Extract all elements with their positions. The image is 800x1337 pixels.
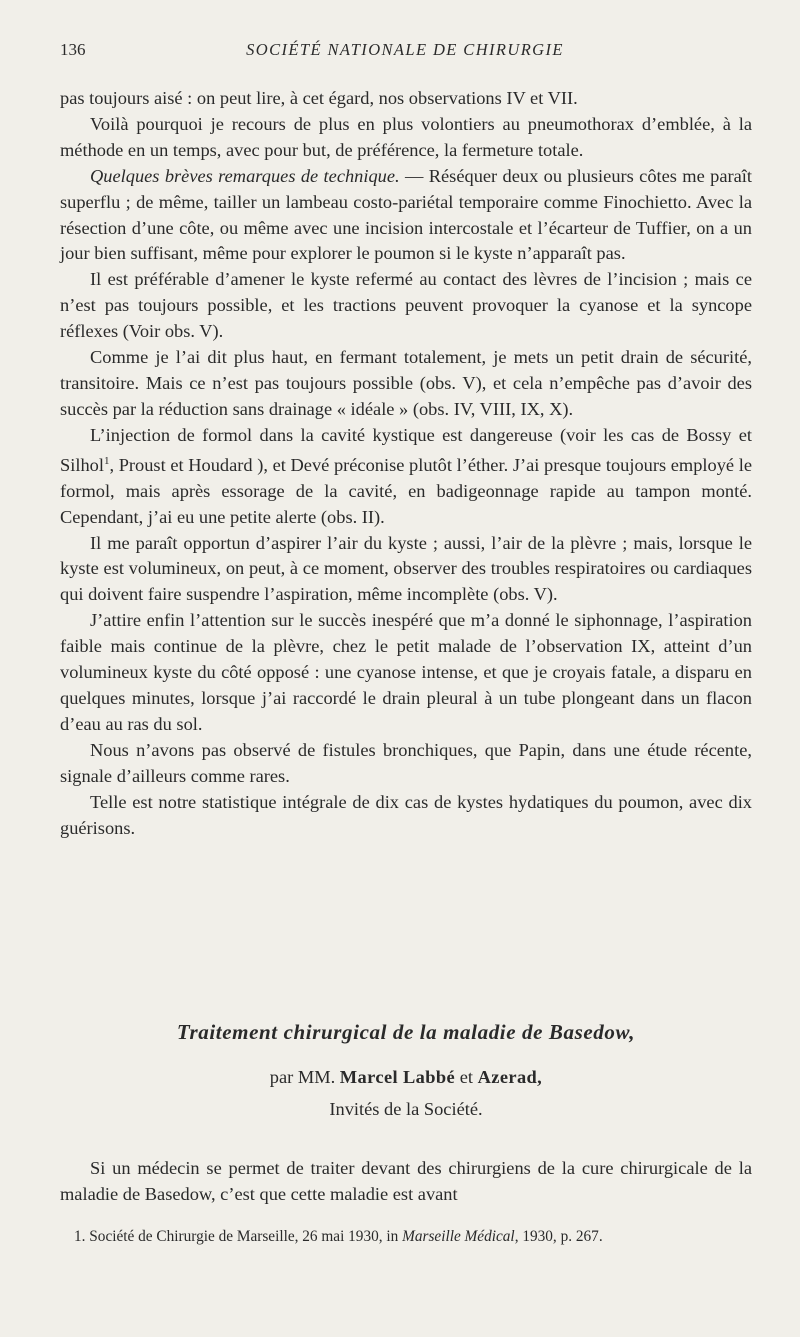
paragraph-2: Voilà pourquoi je recours de plus en plus volontiers au pneumothorax d’emblée, à la méthode en un temps, avec pour but, de préférence, la fermeture totale.	[60, 113, 752, 160]
paragraph-5: Comme je l’ai dit plus haut, en fermant totalement, je mets un petit drain de sécurité, transitoire. Mais ce n’est pas toujours possible (obs. V), et cela n’empêche pas d’avoir des succès par la réduction sans drainage « idéale » (obs. IV, VIII, IX, X).	[60, 347, 752, 419]
footnote-marker[interactable]: 1	[103, 454, 110, 467]
article-title: Traitement chirurgical de la maladie de Basedow,	[176, 1020, 636, 1044]
paragraph-4: Il est préférable d’amener le kyste refermé au contact des lèvres de l’incision ; mais ce n’est pas toujours possible, et les tractions peuvent provoquer la cyanose et la syncope réflexes (Voir obs. V).	[60, 269, 752, 342]
author-1: Marcel Labbé	[339, 1067, 456, 1087]
paragraph-6	[60, 423, 752, 531]
article-paragraph-1: Si un médecin se permet de traiter devant des chirurgiens de la cure chirurgicale de la maladie de Basedow, c’est que cette maladie est avant	[60, 1158, 752, 1204]
paragraph-7: Il me paraît opportun d’aspirer l’air du kyste ; aussi, l’air de la plèvre ; mais, lorsque le kyste est volumineux, on peut, à ce moment, observer des troubles respiratoires ou cardiaques qui doivent faire suspendre l’aspiration, même incomplète (obs. V).	[60, 532, 752, 605]
guests-note: Invités de la Société.	[329, 1099, 483, 1119]
article-heading	[60, 1018, 752, 1122]
paragraph-9: Nous n’avons pas observé de fistules bronchiques, que Papin, dans une étude récente, signale d’ailleurs comme rares.	[60, 739, 752, 786]
article-authors	[60, 1064, 752, 1090]
paragraph-1: pas toujours aisé : on peut lire, à cet égard, nos observations IV et VII.	[60, 88, 578, 108]
paragraph-10: Telle est notre statistique intégrale de dix cas de kystes hydatiques du poumon, avec dix guérisons.	[60, 791, 752, 838]
paragraph-3-text: — Réséquer deux ou plusieurs côtes me paraît superflu ; de même, tailler un lambeau costo-pariétal temporaire comme Finochietto. Avec la résection d’une côte, ou même avec une incision intercostale et l’écarteur de Tuffier, on a un jour bien suffisant, même pour explorer le poumon si le kyste n’apparaît pas.	[60, 165, 752, 264]
paragraph-6-text-a: L’injection de formol dans la cavité kystique est dangereuse (voir les cas de Bossy et Silhol	[60, 424, 752, 475]
main-text	[60, 86, 752, 841]
authors-conjunction: et	[459, 1067, 473, 1087]
running-head: SOCIÉTÉ NATIONALE DE CHIRURGIE	[246, 40, 564, 59]
page-number: 136	[60, 40, 86, 59]
author-2: Azerad,	[477, 1067, 543, 1087]
page-header	[60, 40, 750, 66]
paragraph-6-text-b: , Proust et Houdard ), et Devé préconise plutôt l’éther. J’ai presque toujours employé le formol, mais après essorage de la cavité, en badigeonnage rapide au tampon monté. Cependant, j’ai eu une petite alerte (obs. II).	[60, 454, 752, 527]
footnote-journal: Marseille Médical	[402, 1228, 515, 1245]
footnote-text-a: 1. Société de Chirurgie de Marseille, 26 mai 1930, in	[74, 1228, 403, 1245]
paragraph-8: J’attire enfin l’attention sur le succès inespéré que m’a donné le siphonnage, l’aspiration faible mais continue de la plèvre, chez le petit malade de l’observation IX, atteint d’un volumineux kyste du côté opposé : une cyanose intense, et que je croyais fatale, a disparu en quelques minutes, lorsque j’ai raccordé le drain pleural à un tube plongeant dans un flacon d’eau au ras du sol.	[60, 610, 752, 734]
footnote-text-b: , 1930, p. 267.	[514, 1228, 603, 1245]
authors-prefix: par MM.	[269, 1067, 336, 1087]
paragraph-3	[60, 164, 752, 268]
footnote	[60, 1227, 752, 1247]
technique-heading: Quelques brèves remarques de technique.	[90, 165, 400, 186]
article-text	[60, 1155, 752, 1207]
